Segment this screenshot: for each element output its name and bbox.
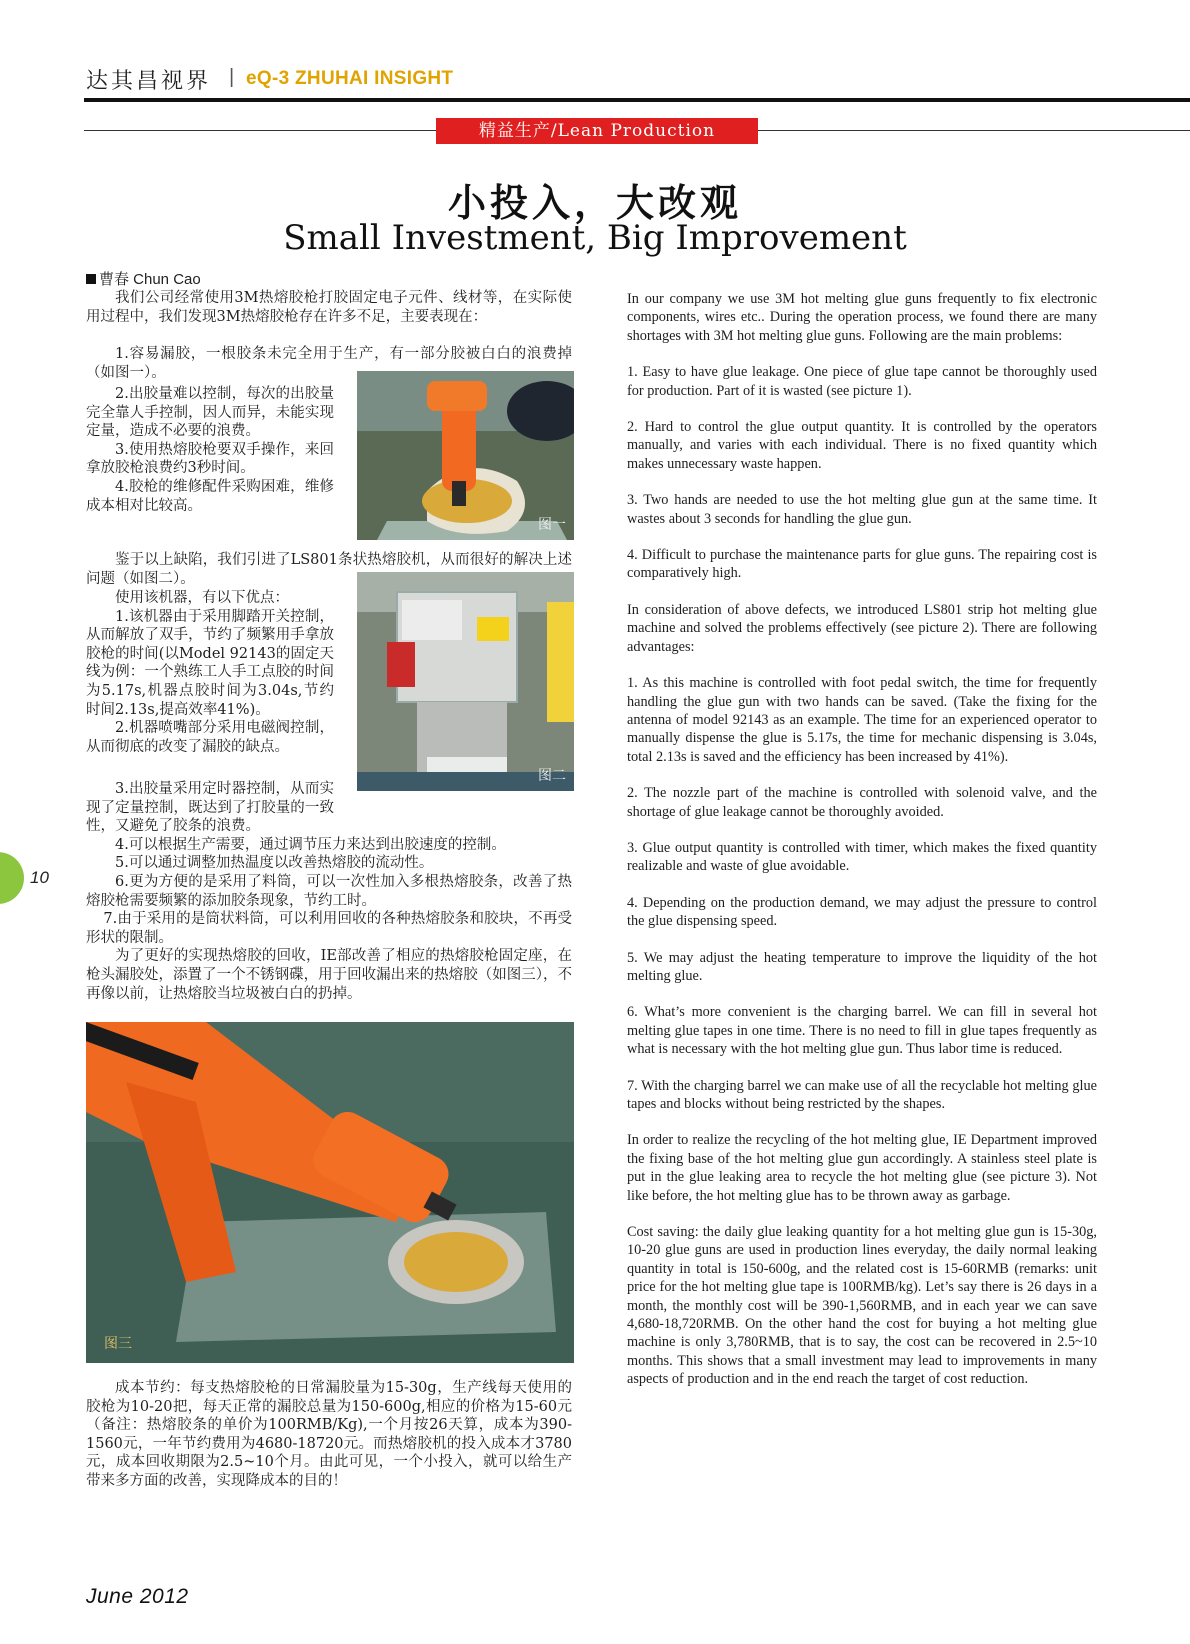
brand-name-cn: 达其昌视界 (86, 69, 212, 94)
brand-separator: | (229, 66, 235, 88)
en-paragraph: In consideration of above defects, we introduced LS801 strip hot melting glue machine and solved the problems effectively (see picture 2). There are following advantages: (627, 601, 1097, 655)
figure-2-photo (357, 572, 574, 791)
en-paragraph: 2. The nozzle part of the machine is controlled with solenoid valve, and the shortage of glue leakage cannot be thoroughly avoided. (627, 785, 1097, 820)
english-column (627, 290, 1097, 1407)
cn-paragraph: 6.更为方便的是采用了料筒，可以一次性加入多根热熔胶条，改善了热熔胶枪需要频繁的添加胶条现象，节约工时。 (86, 873, 572, 909)
cn-paragraph: 鉴于以上缺陷，我们引进了LS801条状热熔胶机，从而很好的解决上述问题（如图二）。 (86, 552, 572, 587)
cn-block-advantages-narrow (86, 589, 334, 756)
en-paragraph: 1. As this machine is controlled with foot pedal switch, the time for frequently handling the glue gun with two hands can be saved. (Take the fixing for the antenna of model 92143 as an example. The time for an experienced operator to manually dispense the glue is 5.17s, the time for mechanic dispensing is 3.04s, total 2.13s is saved and the efficiency has been increased by 41%). (627, 675, 1097, 765)
figure-1-caption: 图一 (538, 517, 566, 533)
en-paragraph: In our company we use 3M hot melting glue guns frequently to fix electronic components, wires etc.. During the operation process, we found there are many shortages with 3M hot melting glue guns. Following are the main problems: (627, 291, 1097, 344)
en-paragraph: In order to realize the recycling of the hot melting glue, IE Department improved the fixing base of the hot melting glue gun accordingly. A stainless steel plate is put in the glue leaking area to recycle the hot melting glue (see picture 3). Not like before, the hot melting glue has to be thrown away as garbage. (627, 1132, 1097, 1204)
cn-paragraph-text: 1.容易漏胶，一根胶条未完全用于生产，有一部分胶被白白的浪费掉（如图一）。 (86, 346, 572, 381)
glue-machine-image (357, 572, 574, 791)
figure-3-caption: 图三 (104, 1336, 132, 1352)
en-paragraph: 6. What’s more convenient is the charging barrel. We can fill in several hot melting glue tapes in one time. There is no need to fill in glue tapes frequently as what is necessary with the hot melting glue gun. Thus labor time is reduced. (627, 1004, 1097, 1058)
cn-paragraph: 2.机器喷嘴部分采用电磁阀控制，从而彻底的改变了漏胶的缺点。 (86, 720, 334, 755)
cn-paragraph: 使用该机器，有以下优点： (115, 590, 289, 606)
cn-paragraph: 2.出胶量难以控制，每次的出胶量完全靠人手控制，因人而异，未能实现定量，造成不必要的浪费。 (86, 386, 334, 440)
page-number: 10 (30, 868, 49, 887)
en-paragraph: Cost saving: the daily glue leaking quantity for a hot melting glue gun is 15-30g, 10-20 glue guns are used in production lines everyday, the daily normal leaking quantity in total is 150-600g, and the related cost is 15-60RMB (remarks: unit price for the hot melting glue tape is 100RMB/kg). Let’s say there is 26 days in a month, the monthly cost will be 390-1,560RMB, and in each year we can save 4,680-18,720RMB. On the other hand the cost for buying a hot melting glue machine is only 3,780RMB, that is to say, the cost can be recovered in 2.5~10 months. This shows that a small investment may lead to improvements in many aspects of production and in the end reach the target of cost reduction. (627, 1224, 1097, 1388)
cn-block-advantages-wide (86, 780, 572, 1003)
cn-block-problems-narrow (86, 385, 334, 515)
cn-block-intro (86, 289, 572, 326)
cn-paragraph: 5.可以通过调整加热温度以改善热熔胶的流动性。 (115, 855, 434, 872)
cn-paragraph: 7.由于采用的是筒状料筒，可以利用回收的各种热熔胶条和胶块，不再受形状的限制。 (86, 911, 572, 946)
figure-2-caption: 图二 (538, 768, 566, 784)
cn-paragraph: 为了更好的实现热熔胶的回收，IE部改善了相应的热熔胶枪固定座，在枪头漏胶处，添置了一个不锈钢碟，用于回收漏出来的热熔胶（如图三），不再像以前，让热熔胶当垃圾被白白的扔掉。 (86, 948, 572, 1002)
en-paragraph: 5. We may adjust the heating temperature to improve the liquidity of the hot melting glue. (627, 949, 1097, 984)
cn-paragraph: 4.胶枪的维修配件采购困难，维修成本相对比较高。 (86, 478, 334, 514)
article-title-cn: 小投入，大改观 (447, 180, 742, 225)
bullet-square-icon (86, 274, 96, 284)
section-tag: 精益生产/Lean Production (436, 118, 758, 144)
cn-paragraph: 3.出胶量采用定时器控制，从而实现了定量控制，既达到了打胶量的一致性，又避免了胶条的浪费。 (86, 781, 334, 835)
en-paragraph: 7. With the charging barrel we can make use of all the recyclable hot melting glue tapes and blocks without being restricted by the shapes. (627, 1077, 1097, 1112)
en-paragraph: 3. Two hands are needed to use the hot melting glue gun at the same time. It wastes about 3 seconds for handling the glue gun. (627, 492, 1097, 527)
en-paragraph: 4. Difficult to purchase the maintenance parts for glue guns. The repairing cost is comparatively high. (627, 547, 1097, 582)
figure-3-photo (86, 1022, 574, 1363)
article-title-en: Small Investment, Big Improvement (283, 218, 907, 258)
en-paragraph: 4. Depending on the production demand, we may adjust the pressure to control the glue dispensing speed. (627, 894, 1097, 930)
en-paragraph: 1. Easy to have glue leakage. One piece of glue tape cannot be thoroughly used for production. Part of it is wasted (see picture 1). (627, 364, 1097, 399)
author-byline (86, 268, 201, 289)
header-rule (84, 98, 1190, 102)
cn-paragraph: 4.可以根据生产需要，通过调节压力来达到出胶速度的控制。 (115, 836, 506, 853)
page-number-tab (0, 852, 24, 904)
en-paragraph: 3. Glue output quantity is controlled with timer, which makes the fixed quantity realizable and waste of glue avoidable. (627, 839, 1097, 875)
en-paragraph: 2. Hard to control the glue output quantity. It is controlled by the operators manually, and varies with each individual. There is no fixed quantity which makes unnecessary waste happen. (627, 419, 1097, 472)
brand-name-en: eQ-3 ZHUHAI INSIGHT (246, 68, 454, 89)
cn-paragraph: 我们公司经常使用3M热熔胶枪打胶固定电子元件、线材等，在实际使用过程中，我们发现3M热熔胶枪存在许多不足，主要表现在： (86, 290, 572, 325)
cn-paragraph: 成本节约：每支热熔胶枪的日常漏胶量为15-30g，生产线每天使用的胶枪为10-20把，每天正常的漏胶总量为150-600g,相应的价格为15-60元（备注：热熔胶条的单价为100RMB/Kg),一个月按26天算，成本为390-1560元，一年节约费用为4680-18720元。而热熔胶机的投入成本才3780元，成本回收期限为2.5~10个月。由此可见，一个小投入，就可以给生产带来多方面的改善，实现降成本的目的！ (86, 1380, 572, 1489)
cn-paragraph: 3.使用热熔胶枪要双手操作，来回拿放胶枪浪费约3秒时间。 (86, 441, 334, 477)
cn-block-cost-saving (86, 1379, 572, 1491)
author-name: 曹春 Chun Cao (99, 271, 201, 288)
glue-gun-steel-plate-image (86, 1022, 574, 1363)
footer-date: June 2012 (86, 1585, 189, 1608)
cn-paragraph: 1.该机器由于采用脚踏开关控制，从而解放了双手，节约了频繁用手拿放胶枪的时间(以Model 92143的固定天线为例：一个熟练工人手工点胶的时间为5.17s,机器点胶时间为3.04s,节约时间2.13s,提高效率41%)。 (86, 608, 334, 718)
figure-1-photo (357, 371, 574, 540)
